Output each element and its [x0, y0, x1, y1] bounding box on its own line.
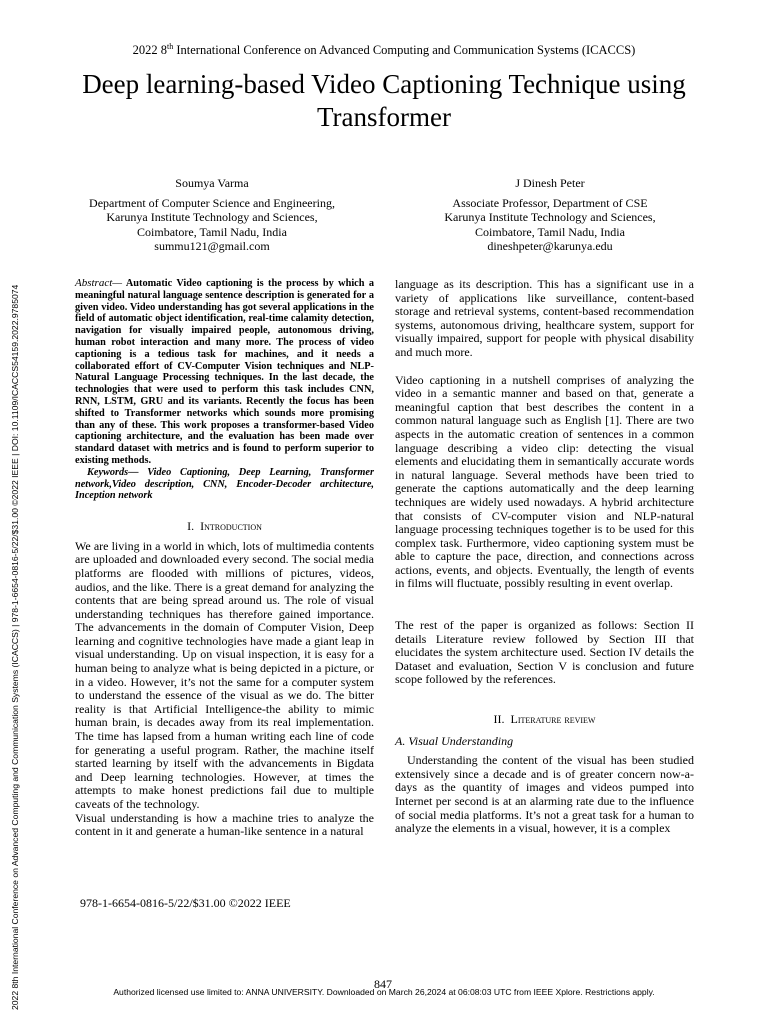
right-column — [395, 278, 694, 836]
body-paragraph: Understanding the content of the visual has been studied extensively since a decade and is of greater concern now-a-days as the quantity of images and videos pumped into Internet per second is at an alarming rate due to the influence of social media platforms. It’s not a great task for a human to analyze the elements in a visual, however, it is a complex — [395, 753, 694, 836]
author-affiliation-line: Associate Professor, Department of CSE — [452, 195, 648, 210]
author-affiliation-line: Coimbatore, Tamil Nadu, India — [137, 224, 287, 239]
author-affiliation-line: Karunya Institute Technology and Sciences, — [106, 210, 318, 225]
subsection-heading: A. Visual Understanding — [395, 733, 514, 748]
author-affiliation-line: Department of Computer Science and Engineering, — [89, 195, 335, 210]
body-paragraph: language as its description. This has a significant use in a variety of applications like surveillance, content-based storage and retrieval systems, content-based recommendation systems, autonomous driving, healthcare system, support for visually impaired, support for people with physical disability and much more. — [395, 277, 694, 359]
author-affiliation-line: Karunya Institute Technology and Sciences, — [444, 210, 656, 225]
conference-header: 2022 8th International Conference on Advanced Computing and Communication Systems (ICACCS) — [132, 42, 636, 58]
abstract-label: Abstract— — [75, 277, 123, 289]
abstract-text: Automatic Video captioning is the process by which a meaningful natural language sentence description is generated for a given video. Video understanding has got several applications in the field of automatic object identification, real-time calamity detection, navigation for visually impaired people, autonomous driving, human robot interaction and many more. The process of video captioning is a tedious task for machines, and it needs a collaborated effort of CV-Computer Vision techniques and NLP-Natural Language Processing techniques. In the last decade, the technologies that were used to perform this task includes CNN, RNN, LSTM, GRU and its variants. Recently the focus has been shifted to Transformer networks which sounds more promising than any of these. This work proposes a transformer-based Video captioning architecture, and the evaluation has been made over standard dataset with metrics and is found to perform superior to existing methods. — [75, 278, 374, 466]
intro-paragraph: Visual understanding is how a machine tries to analyze the content in it and generate a human-like sentence in a natural — [75, 810, 374, 839]
keywords: Keywords— Video Captioning, Deep Learning, Transformer network,Video description, CNN, Encoder-Decoder architecture, Inception network — [75, 466, 374, 502]
left-column — [75, 278, 374, 839]
author-affiliation-line: Coimbatore, Tamil Nadu, India — [475, 224, 625, 239]
author-email: summu121@gmail.com — [154, 239, 270, 254]
body-paragraph: The rest of the paper is organized as follows: Section II details Literature review followed by Section III that elucidates the system architecture used. Section IV details the Dataset and evaluation, Section V is conclusion and future scope followed by the references. — [395, 618, 694, 687]
body-paragraph: Video captioning in a nutshell comprises of analyzing the video in a semantic manner and based on that, generate a meaningful caption that best describes the content in a common natural language such as English [1]. There are two aspects in the automatic creation of sentences in a common language describing a video clip: detecting the visual elements and elucidating them in semantically accurate words in natural language. Several methods have been tried to generate the captions automatically and the deep learning techniques are widely used nowadays. A hybrid architecture that consists of CV-computer vision and NLP-natural language processing techniques together is to be used for this complex task. Furthermore, video captioning system must be able to capture the pace, direction, and connections across actions, events, and objects. Eventually, the length of events in films will fluctuate, possibly resulting in event overlap. — [395, 372, 694, 591]
section-heading-introduction: I. Introduction — [187, 519, 262, 534]
intro-paragraph: We are living in a world in which, lots of multimedia contents are uploaded and downloaded every second. The social media platforms are flooded with millions of pictures, videos, audios, and the like. There is a great demand for analyzing the contents that are being spread around us. The role of visual understanding techniques has therefore gained importance. The advancements in the domain of Computer Vision, Deep learning and cognitive technologies have made a giant leap in visual understanding. Up on visual inspection, it is easy for a human being to analyze what is being depicted in a picture, or in a video. However, it’s not the same for a computer system to understand the essence of the visual as we do. The bitter reality is that Artificial Intelligence-the ability to mimic human brain, is decades away from its real implementation. The time has lapsed from a human writing each line of code for generating a useful program. Rather, the machine itself started learning by itself with the advancements in Bigdata and Deep learning technologies. However, at times the attempts to make honest predictions fail due to multiple caveats of the technology. — [75, 538, 374, 812]
section-heading-literature-review: II. Literature review — [493, 712, 596, 727]
copyright-notice: 978-1-6654-0816-5/22/$31.00 ©2022 IEEE — [80, 896, 291, 910]
abstract — [75, 278, 374, 467]
author-block-2 — [400, 176, 700, 254]
author-name: Soumya Varma — [175, 176, 249, 190]
license-footer: Authorized licensed use limited to: ANNA UNIVERSITY. Downloaded on March 26,2024 at 06:08:03 UTC from IEEE Xplore. Restrictions apply. — [113, 987, 655, 997]
page-number: 847 — [374, 977, 392, 991]
paper-title: Deep learning-based Video Captioning Technique using Transformer — [82, 69, 686, 132]
author-block-1 — [62, 176, 362, 254]
doi-sidebar: 2022 8th International Conference on Advanced Computing and Communication Systems (ICACCS) | 978-1-6654-0816-5/22/$31.00 ©2022 IEEE | DOI: 10.1109/ICACCS54159.2022.9785074 — [10, 284, 20, 1010]
author-name: J Dinesh Peter — [515, 176, 585, 190]
author-email: dineshpeter@karunya.edu — [487, 239, 613, 254]
